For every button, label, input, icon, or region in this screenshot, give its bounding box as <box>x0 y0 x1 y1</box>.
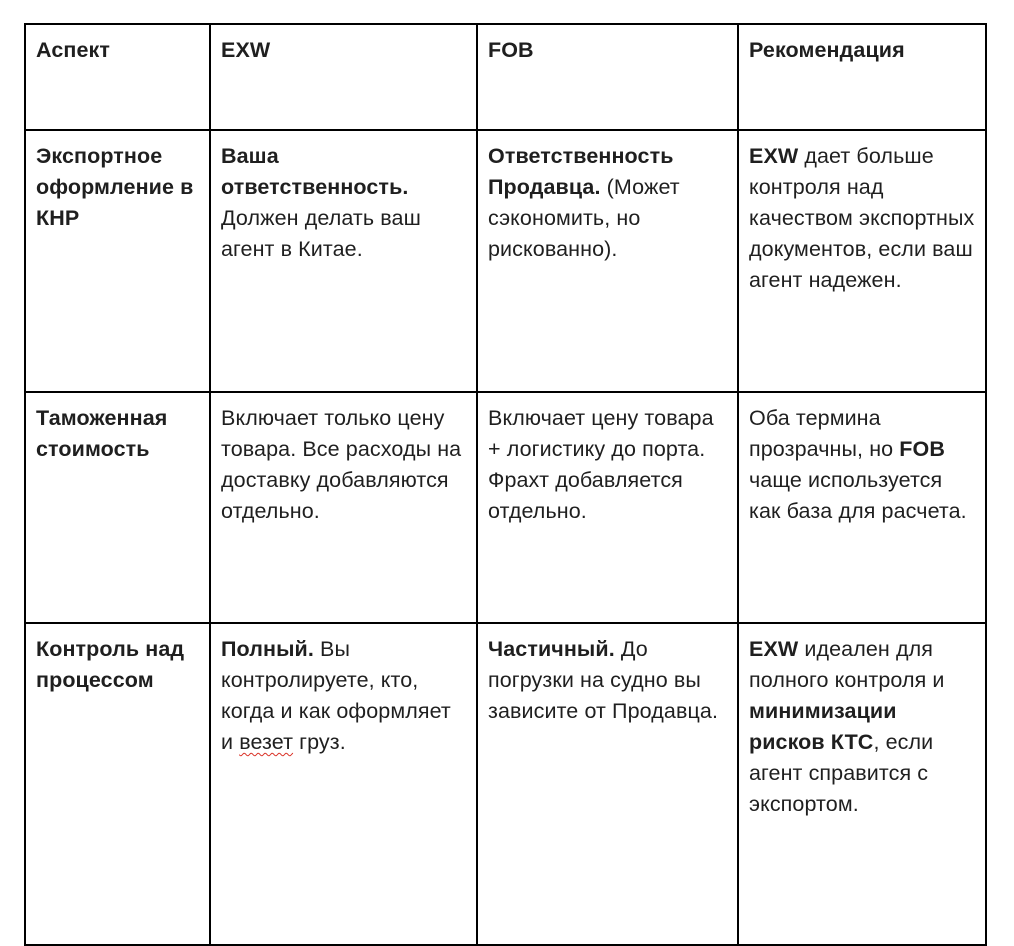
cell-exw: Полный. Вы контролируете, кто, когда и как оформляет и везет груз. <box>210 623 477 945</box>
table-row <box>25 623 986 945</box>
header-exw: EXW <box>210 24 477 130</box>
comparison-table <box>24 23 987 946</box>
table-row <box>25 130 986 392</box>
table-header-row <box>25 24 986 130</box>
table-row <box>25 392 986 623</box>
cell-exw: Ваша ответственность. Должен делать ваш агент в Китае. <box>210 130 477 392</box>
cell-aspect: Экспортное оформление в КНР <box>25 130 210 392</box>
cell-recommendation: Оба термина прозрачны, но FOB чаще используется как база для расчета. <box>738 392 986 623</box>
header-recommendation: Рекомендация <box>738 24 986 130</box>
cell-recommendation: EXW дает больше контроля над качеством экспортных документов, если ваш агент надежен. <box>738 130 986 392</box>
cell-recommendation: EXW идеален для полного контроля и минимизации рисков КТС, если агент справится с экспортом. <box>738 623 986 945</box>
header-fob: FOB <box>477 24 738 130</box>
spellcheck-flagged-word[interactable]: везет <box>239 730 294 754</box>
cell-exw: Включает только цену товара. Все расходы на доставку добавляются отдельно. <box>210 392 477 623</box>
cell-fob: Ответственность Продавца. (Может сэкономить, но рискованно). <box>477 130 738 392</box>
cell-aspect: Контроль над процессом <box>25 623 210 945</box>
cell-fob: Включает цену товара + логистику до порта. Фрахт добавляется отдельно. <box>477 392 738 623</box>
cell-aspect: Таможенная стоимость <box>25 392 210 623</box>
header-aspect: Аспект <box>25 24 210 130</box>
cell-fob: Частичный. До погрузки на судно вы зависите от Продавца. <box>477 623 738 945</box>
